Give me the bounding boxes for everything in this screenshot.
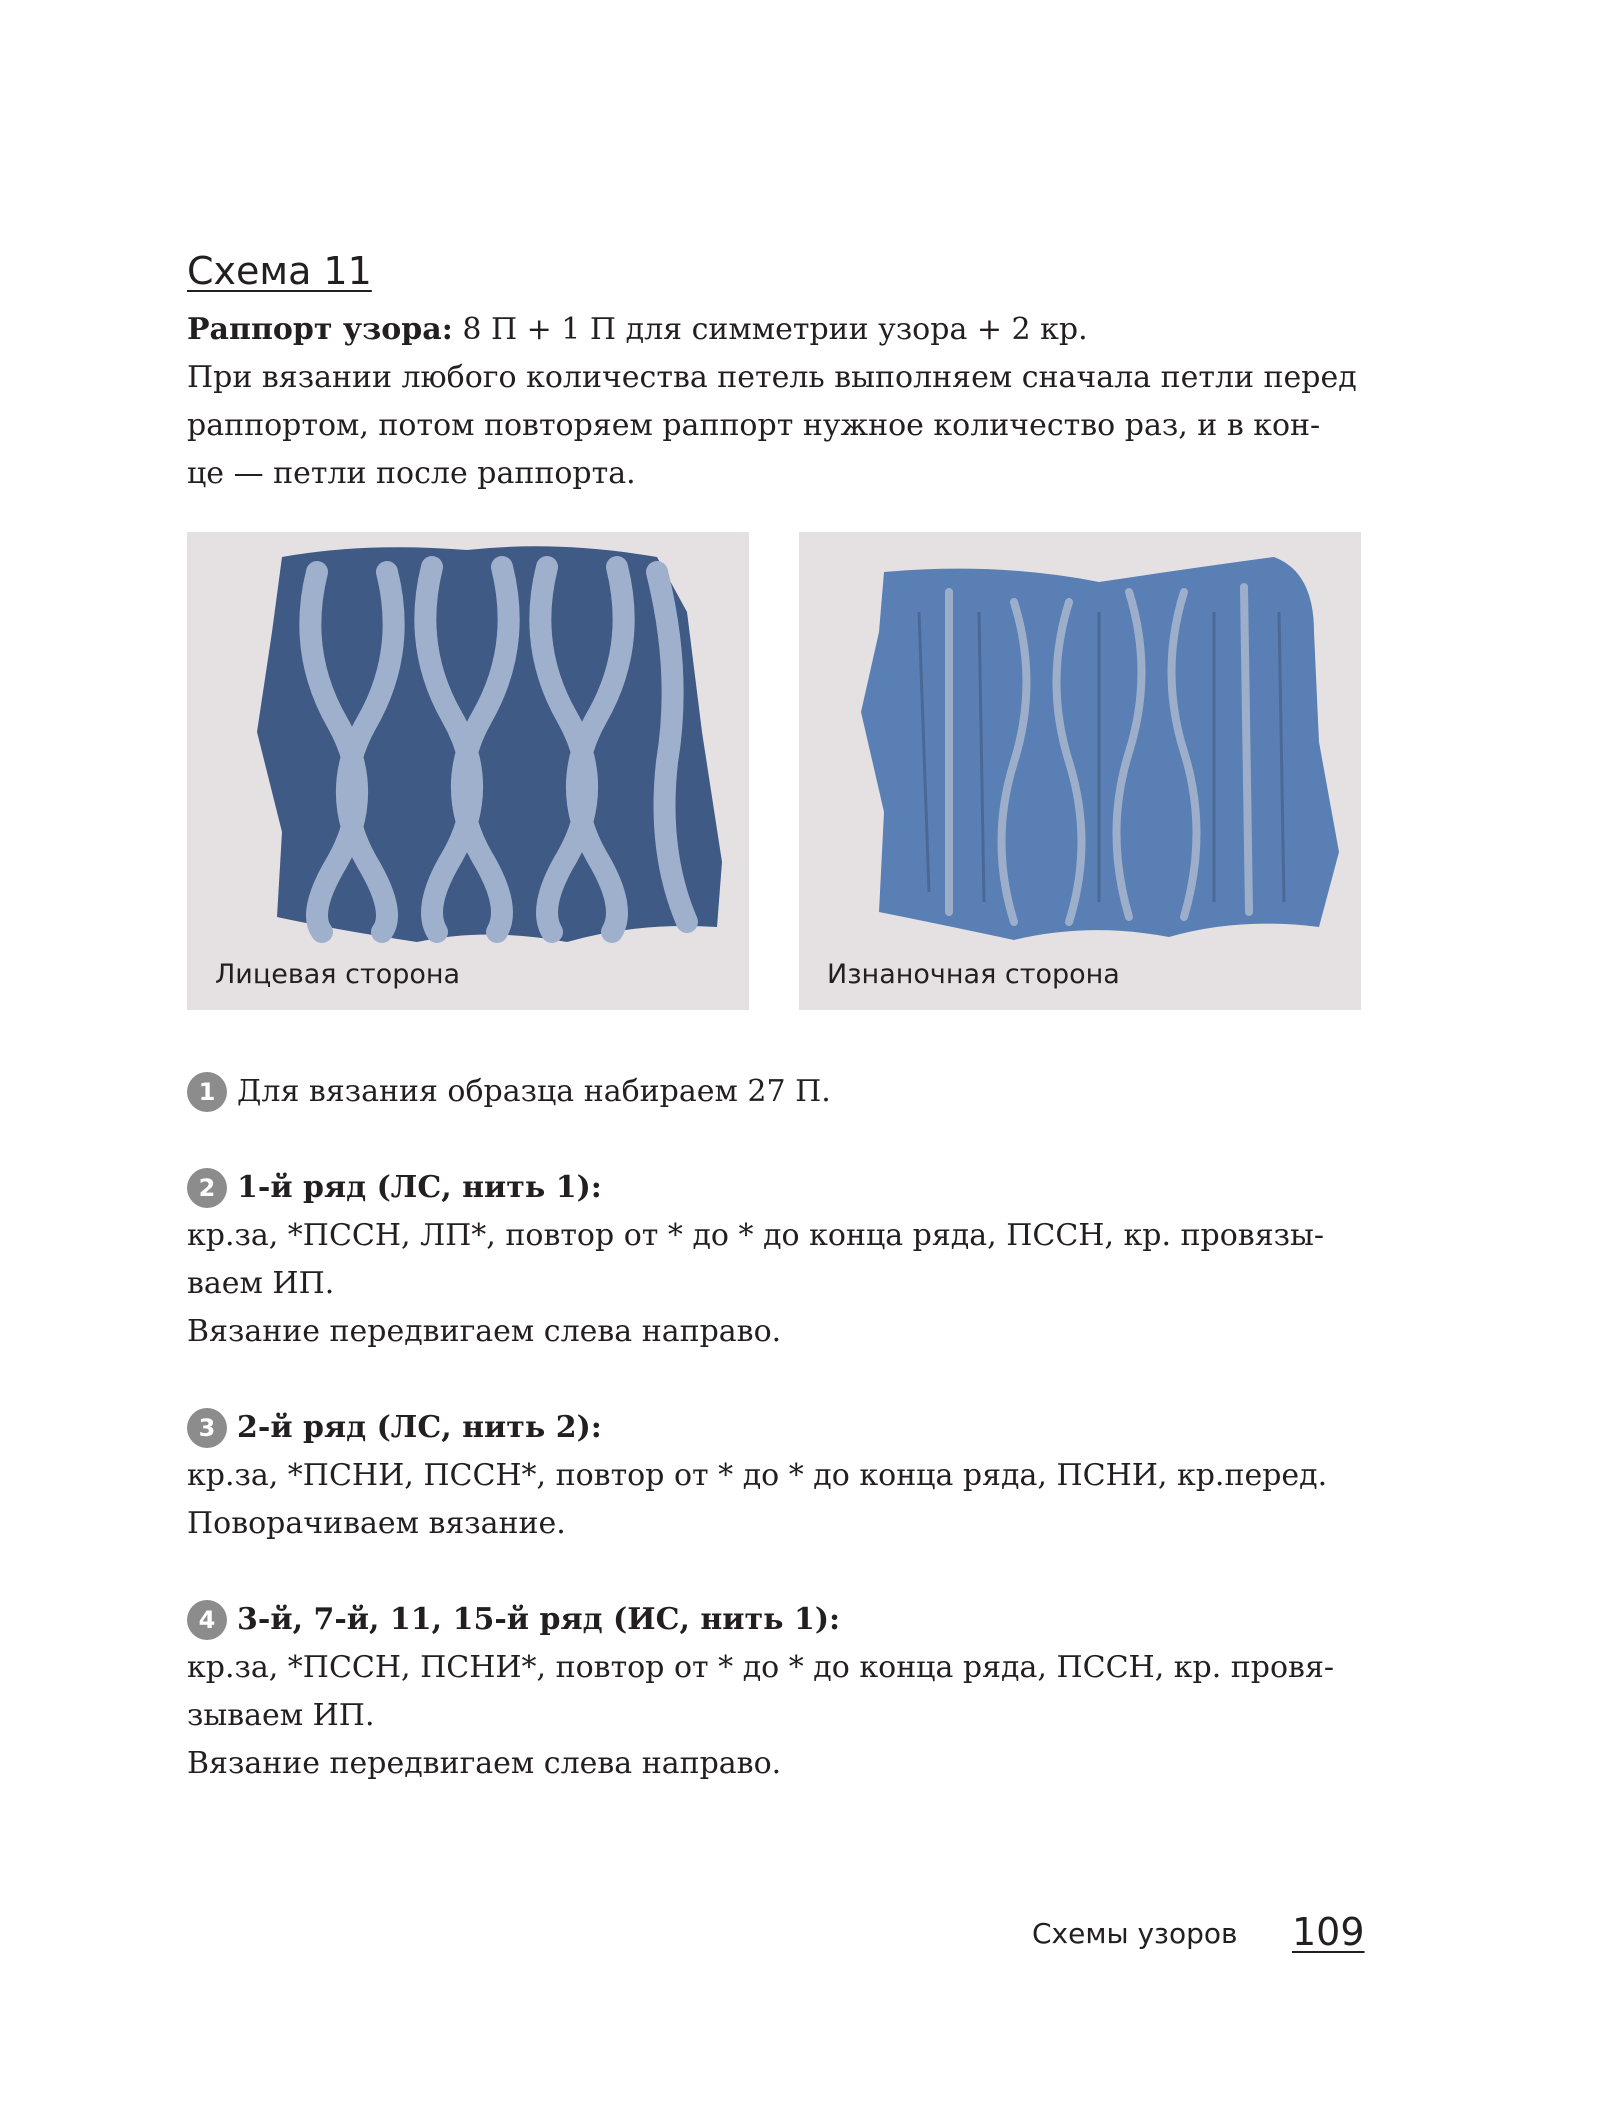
step-text-line: ваем ИП.: [187, 1266, 335, 1301]
intro-line: раппортом, потом повторяем раппорт нужное количество раз, и в кон-: [187, 408, 1321, 443]
front-side-caption: Лицевая сторона: [215, 959, 461, 990]
rapport-paragraph: [187, 306, 1365, 354]
step-text-line: Поворачиваем вязание.: [187, 1506, 566, 1541]
step-1: [187, 1068, 1367, 1116]
step-title: 3-й, 7-й, 11, 15-й ряд (ИС, нить 1):: [237, 1602, 841, 1637]
step-text-line: Вязание передвигаем слева направо.: [187, 1746, 782, 1781]
step-text-line: кр.за, *ПССН, ЛП*, повтор от * до * до конца ряда, ПССН, кр. провязы-: [187, 1218, 1324, 1253]
back-swatch-image: [799, 532, 1361, 1010]
step-2: [187, 1164, 1367, 1356]
step-text-line: кр.за, *ПСНИ, ПССН*, повтор от * до * до конца ряда, ПСНИ, кр.перед.: [187, 1458, 1328, 1493]
step-number-badge: 1: [187, 1072, 227, 1112]
intro-line: При вязании любого количества петель выполняем сначала петли перед: [187, 360, 1357, 395]
page-heading: Схема 11: [187, 249, 372, 293]
rapport-value: 8 П + 1 П для симметрии узора + 2 кр.: [452, 312, 1088, 347]
step-title: Для вязания образца набираем 27 П.: [237, 1074, 831, 1109]
front-swatch-image: [187, 532, 749, 1010]
step-number-badge: 3: [187, 1408, 227, 1448]
step-title: 1-й ряд (ЛС, нить 1):: [237, 1170, 602, 1205]
step-text-line: кр.за, *ПССН, ПСНИ*, повтор от * до * до конца ряда, ПССН, кр. провя-: [187, 1650, 1335, 1685]
step-4: [187, 1596, 1367, 1788]
intro-paragraph: [187, 354, 1365, 498]
rapport-label: Раппорт узора:: [187, 312, 453, 347]
step-text-line: зываем ИП.: [187, 1698, 375, 1733]
front-side-photo: [187, 532, 749, 1010]
footer-section-label: Схемы узоров: [1032, 1917, 1238, 1950]
step-title: 2-й ряд (ЛС, нить 2):: [237, 1410, 602, 1445]
page-number: 109: [1292, 1910, 1365, 1954]
step-3: [187, 1404, 1367, 1548]
step-text-line: Вязание передвигаем слева направо.: [187, 1314, 782, 1349]
back-side-caption: Изнаночная сторона: [827, 959, 1120, 990]
step-number-badge: 2: [187, 1168, 227, 1208]
back-side-photo: [799, 532, 1361, 1010]
intro-line: це — петли после раппорта.: [187, 456, 636, 491]
step-number-badge: 4: [187, 1600, 227, 1640]
